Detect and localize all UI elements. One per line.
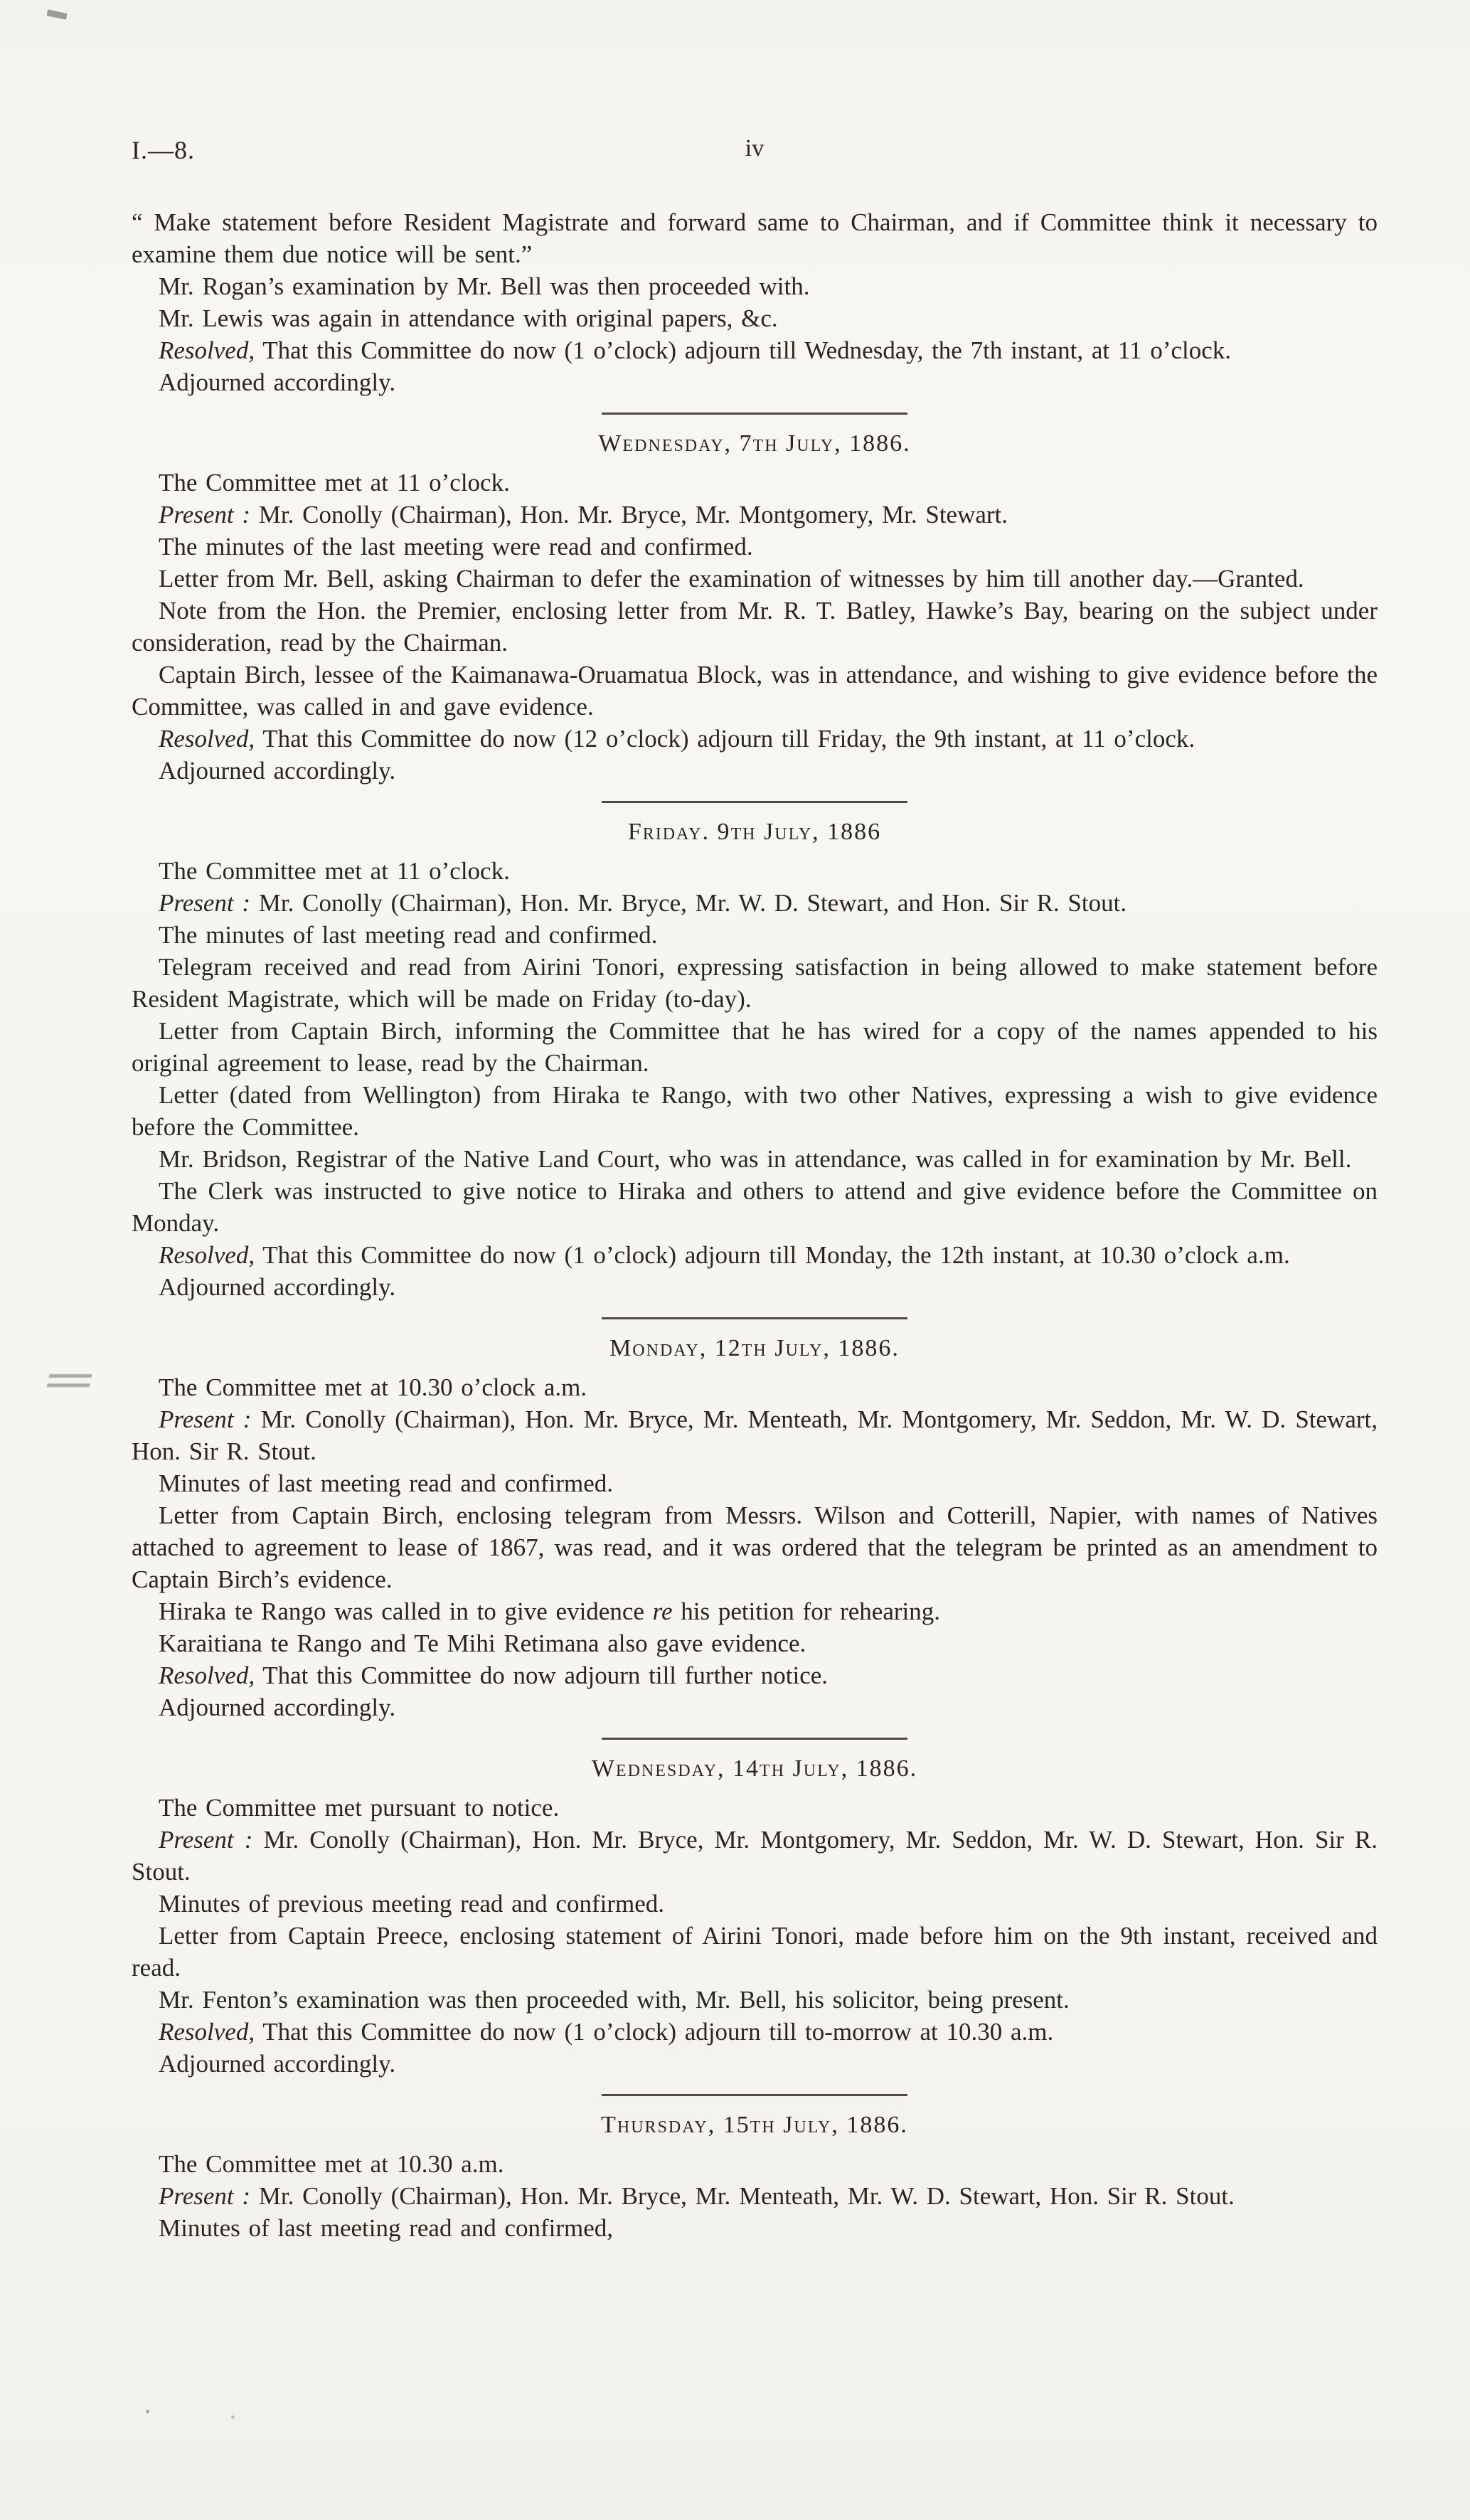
text-run: Minutes of last meeting read and confirmed, <box>159 2214 614 2242</box>
text-run: Minutes of last meeting read and confirmed. <box>159 1469 614 1497</box>
text-run: The minutes of last meeting read and confirmed. <box>159 921 658 949</box>
paragraph <box>132 1659 1378 1691</box>
section-heading: Wednesday, 7th July, 1886. <box>598 430 911 457</box>
text-run: “ Make statement before Resident Magistrate and forward same to Chairman, and if Committee think it necessary to examine them due notice will be sent.” <box>132 208 1378 268</box>
italic-text-run: re <box>652 1597 673 1625</box>
margin-artifact <box>46 1374 92 1391</box>
italic-text-run: Present : <box>159 889 251 917</box>
italic-text-run: Present : <box>159 2182 251 2210</box>
paragraph <box>132 531 1378 563</box>
text-run: Mr. Lewis was again in attendance with original papers, &c. <box>159 304 778 332</box>
section-divider <box>602 2094 907 2096</box>
paper-number: I.—8. <box>132 136 195 164</box>
text-run: his petition for rehearing. <box>672 1597 941 1625</box>
text-run: Letter (dated from Wellington) from Hiraka te Rango, with two other Natives, expressing a wish to give evidence before the Committee. <box>132 1081 1378 1141</box>
paragraph <box>132 302 1378 334</box>
paragraph <box>132 1271 1378 1303</box>
paragraph <box>132 1467 1378 1499</box>
italic-text-run: Resolved, <box>159 336 255 364</box>
text-run: Mr. Conolly (Chairman), Hon. Mr. Bryce, Mr. Montgomery, Mr. Stewart. <box>250 501 1008 528</box>
paragraph <box>132 659 1378 723</box>
text-run: That this Committee do now (1 o’clock) adjourn till Wednesday, the 7th instant, at 11 o’clock. <box>255 336 1232 364</box>
section-divider <box>602 1738 907 1740</box>
text-run: The Clerk was instructed to give notice to Hiraka and others to attend and give evidence before the Committee on Monday. <box>132 1177 1378 1237</box>
text-run: Karaitiana te Rango and Te Mihi Retimana also gave evidence. <box>159 1630 806 1657</box>
paragraph <box>132 855 1378 887</box>
paragraph <box>132 1143 1378 1175</box>
paragraph <box>132 1888 1378 1920</box>
text-run: Adjourned accordingly. <box>159 757 396 785</box>
text-run: That this Committee do now (1 o’clock) adjourn till Monday, the 12th instant, at 10.30 o’clock a.m. <box>255 1241 1290 1269</box>
paragraph <box>132 2148 1378 2180</box>
text-run: Letter from Captain Preece, enclosing statement of Airini Tonori, made before him on the 9th instant, received and read. <box>132 1922 1378 1982</box>
text-run: Adjourned accordingly. <box>159 1273 396 1301</box>
paragraph <box>132 595 1378 659</box>
text-run: Mr. Conolly (Chairman), Hon. Mr. Bryce, Mr. Montgomery, Mr. Seddon, Mr. W. D. Stewart, Hon. Sir R. Stout. <box>132 1826 1378 1886</box>
text-run: Mr. Conolly (Chairman), Hon. Mr. Bryce, Mr. Menteath, Mr. Montgomery, Mr. Seddon, Mr. W. D. Stewart, Hon. Sir R. Stout. <box>132 1405 1378 1465</box>
paragraph <box>132 499 1378 531</box>
section-heading: Wednesday, 14th July, 1886. <box>591 1755 918 1782</box>
paragraph <box>132 1175 1378 1239</box>
scan-noise-dots <box>146 2410 149 2413</box>
italic-text-run: Resolved, <box>159 2018 255 2046</box>
paragraph <box>132 206 1378 270</box>
paragraph <box>132 2212 1378 2244</box>
paragraph <box>132 1079 1378 1143</box>
text-run: Note from the Hon. the Premier, enclosing letter from Mr. R. T. Batley, Hawke’s Bay, bearing on the subject under consideration, read by the Chairman. <box>132 597 1378 656</box>
italic-text-run: Resolved, <box>159 1241 255 1269</box>
scan-corner-artifact <box>46 9 67 20</box>
paragraph <box>132 887 1378 919</box>
paragraph <box>132 334 1378 366</box>
text-run: That this Committee do now adjourn till further notice. <box>255 1662 829 1689</box>
text-run: Mr. Bridson, Registrar of the Native Land Court, who was in attendance, was called in for examination by Mr. Bell. <box>159 1145 1352 1173</box>
paragraph <box>132 467 1378 499</box>
italic-text-run: Resolved, <box>159 1662 255 1689</box>
paragraph <box>132 919 1378 951</box>
section-heading: Friday. 9th July, 1886 <box>627 819 882 845</box>
italic-text-run: Resolved, <box>159 725 255 753</box>
paragraph <box>132 2048 1378 2080</box>
paragraph <box>132 1627 1378 1659</box>
text-run: The minutes of the last meeting were read and confirmed. <box>159 533 753 560</box>
text-run: Mr. Conolly (Chairman), Hon. Mr. Bryce, Mr. Menteath, Mr. W. D. Stewart, Hon. Sir R. Stout. <box>250 2182 1235 2210</box>
text-run: Captain Birch, lessee of the Kaimanawa-Oruamatua Block, was in attendance, and wishing to give evidence before the Committee, was called in and gave evidence. <box>132 661 1378 721</box>
paragraph <box>132 1239 1378 1271</box>
text-run: Mr. Conolly (Chairman), Hon. Mr. Bryce, Mr. W. D. Stewart, and Hon. Sir R. Stout. <box>250 889 1127 917</box>
text-run: The Committee met pursuant to notice. <box>159 1794 560 1822</box>
paragraph <box>132 755 1378 787</box>
text-run: Mr. Fenton’s examination was then proceeded with, Mr. Bell, his solicitor, being present. <box>159 1986 1070 2014</box>
italic-text-run: Present : <box>159 501 251 528</box>
paragraph <box>132 366 1378 398</box>
text-run: That this Committee do now (1 o’clock) adjourn till to-morrow at 10.30 a.m. <box>255 2018 1054 2046</box>
section-divider <box>602 801 907 803</box>
text-run: Adjourned accordingly. <box>159 368 396 396</box>
paragraph <box>132 270 1378 302</box>
paragraph <box>132 1371 1378 1403</box>
italic-text-run: Present : <box>159 1405 252 1433</box>
paragraph <box>132 1403 1378 1467</box>
paragraph <box>132 723 1378 755</box>
paragraph <box>132 1691 1378 1723</box>
text-run: The Committee met at 11 o’clock. <box>159 469 510 496</box>
paragraph <box>132 1499 1378 1595</box>
section-heading: Monday, 12th July, 1886. <box>609 1335 900 1361</box>
text-run: The Committee met at 10.30 o’clock a.m. <box>159 1373 587 1401</box>
text-run: That this Committee do now (12 o’clock) adjourn till Friday, the 9th instant, at 11 o’clock. <box>255 725 1195 753</box>
text-run: The Committee met at 11 o’clock. <box>159 857 510 885</box>
paragraph <box>132 563 1378 595</box>
text-run: Minutes of previous meeting read and confirmed. <box>159 1890 664 1918</box>
paragraph <box>132 951 1378 1015</box>
text-run: Mr. Rogan’s examination by Mr. Bell was then proceeded with. <box>159 272 810 300</box>
text-run: The Committee met at 10.30 a.m. <box>159 2150 504 2178</box>
text-run: Adjourned accordingly. <box>159 1694 396 1721</box>
page-header <box>132 135 1378 169</box>
text-run: Hiraka te Rango was called in to give evidence <box>159 1597 653 1625</box>
italic-text-run: Present : <box>159 1826 253 1854</box>
paragraph <box>132 1792 1378 1824</box>
paragraph <box>132 1984 1378 2016</box>
paragraph <box>132 1015 1378 1079</box>
section-divider <box>602 1317 907 1319</box>
paragraph <box>132 1824 1378 1888</box>
text-run: Adjourned accordingly. <box>159 2050 396 2078</box>
paragraph <box>132 1920 1378 1984</box>
text-run: Letter from Mr. Bell, asking Chairman to defer the examination of witnesses by him till another day.—Granted. <box>159 565 1304 592</box>
text-run: Letter from Captain Birch, enclosing telegram from Messrs. Wilson and Cotterill, Napier, with names of Natives attached to agreement to lease of 1867, was read, and it was ordered that the telegram be printed as an amendment to Captain Birch’s evidence. <box>132 1501 1378 1593</box>
section-heading: Thursday, 15th July, 1886. <box>601 2112 908 2138</box>
section-divider <box>602 413 907 415</box>
paragraph <box>132 1595 1378 1627</box>
page-number: iv <box>745 135 765 161</box>
paragraph <box>132 2180 1378 2212</box>
document-body <box>132 206 1378 2244</box>
text-run: Letter from Captain Birch, informing the Committee that he has wired for a copy of the names appended to his original agreement to lease, read by the Chairman. <box>132 1017 1378 1077</box>
text-run: Telegram received and read from Airini Tonori, expressing satisfaction in being allowed to make statement before Resident Magistrate, which will be made on Friday (to-day). <box>132 953 1378 1013</box>
paragraph <box>132 2016 1378 2048</box>
